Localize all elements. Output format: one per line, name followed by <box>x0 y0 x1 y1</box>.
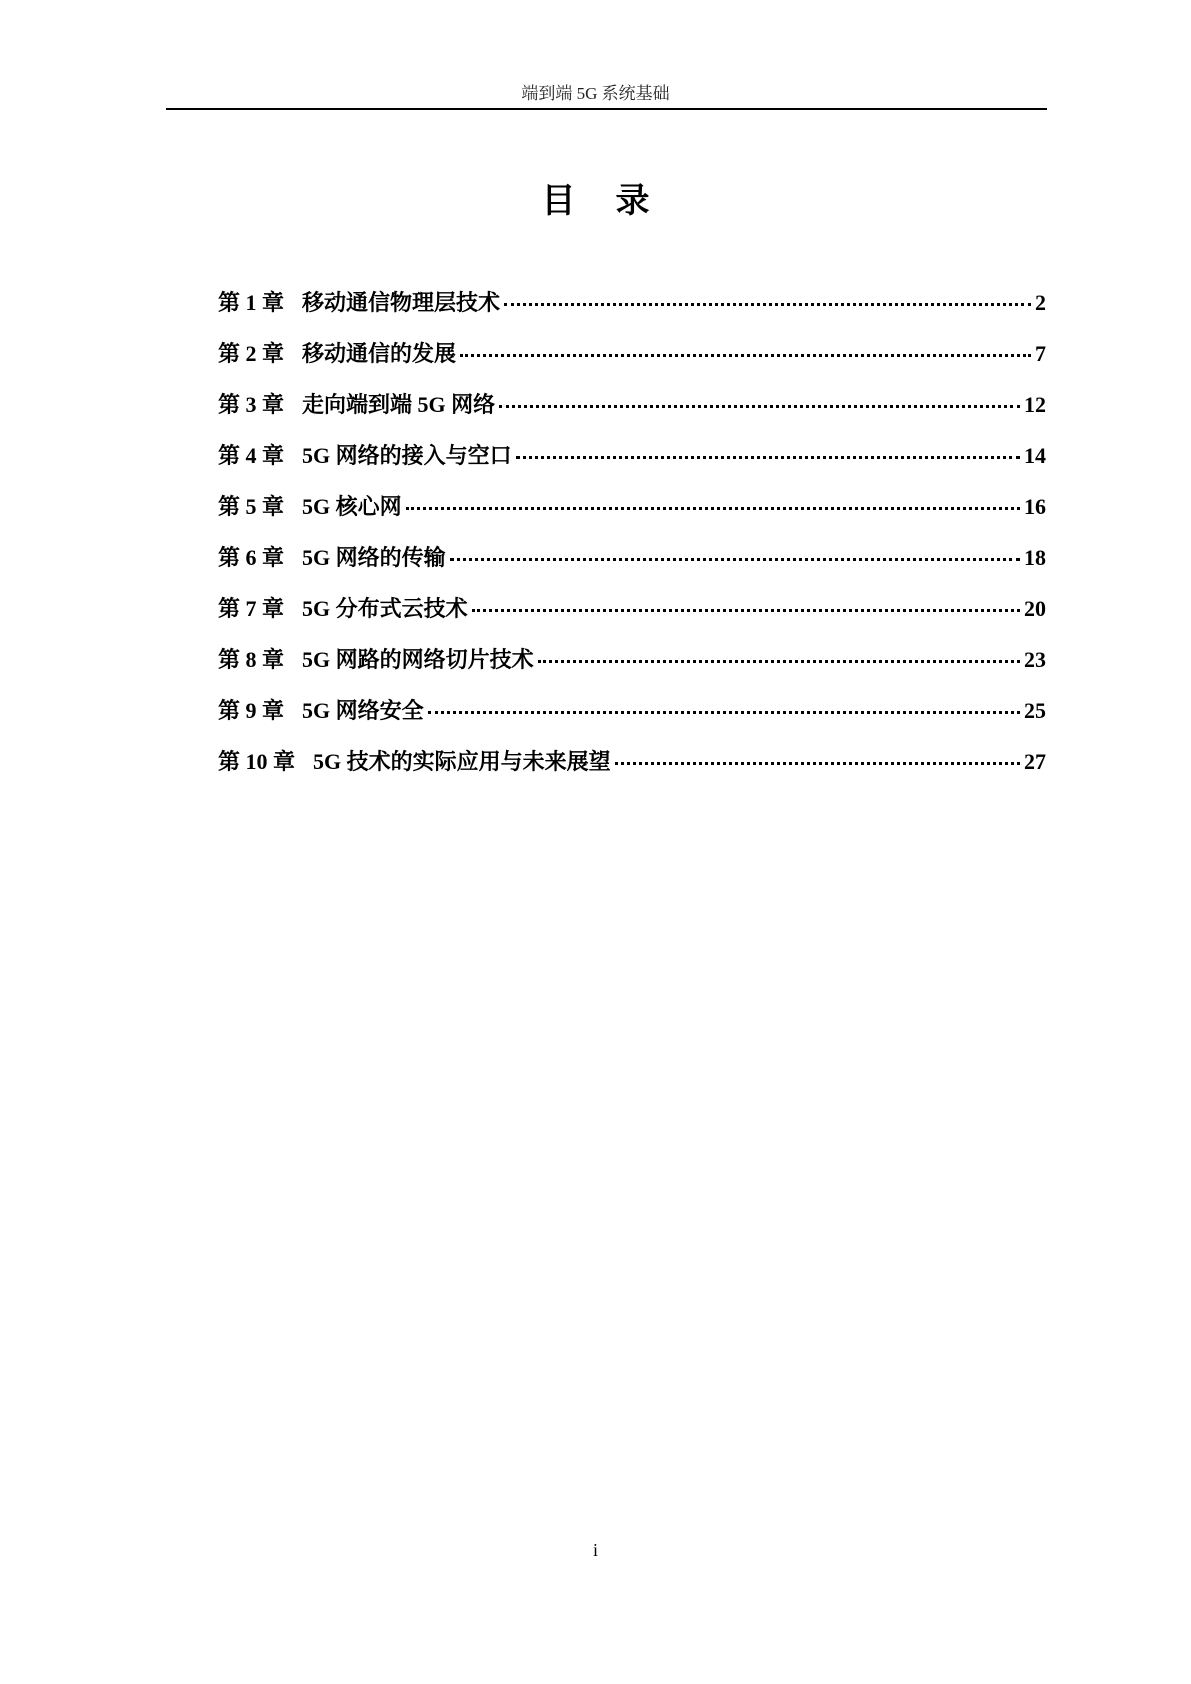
toc-entry[interactable] <box>218 388 1046 439</box>
toc-page-number: 23 <box>1024 647 1046 672</box>
toc-chapter-number: 第 1 章 <box>218 290 285 315</box>
dot-leader <box>460 354 1031 357</box>
toc-entry[interactable] <box>218 643 1046 694</box>
toc-chapter-number: 第 4 章 <box>218 443 285 468</box>
toc-page-number: 18 <box>1024 545 1046 570</box>
toc-chapter-title: 5G 网络安全 <box>302 698 424 723</box>
toc-page-number: 7 <box>1035 341 1046 366</box>
dot-leader <box>450 558 1020 561</box>
toc-entry[interactable] <box>218 286 1046 337</box>
dot-leader <box>615 762 1020 765</box>
toc-chapter-title: 走向端到端 5G 网络 <box>302 392 496 417</box>
toc-chapter-number: 第 9 章 <box>218 698 285 723</box>
toc-entry[interactable] <box>218 541 1046 592</box>
page-number: i <box>592 1540 598 1560</box>
dot-leader <box>516 456 1020 459</box>
dot-leader <box>504 303 1031 306</box>
toc-entry[interactable] <box>218 592 1046 643</box>
dot-leader <box>499 405 1020 408</box>
toc-page-number: 16 <box>1024 494 1046 519</box>
toc-entry[interactable] <box>218 439 1046 490</box>
toc-chapter-title: 5G 网路的网络切片技术 <box>302 647 534 672</box>
toc-page-number: 27 <box>1024 749 1046 774</box>
toc-chapter-number: 第 10 章 <box>218 749 296 774</box>
dot-leader <box>428 711 1020 714</box>
dot-leader <box>538 660 1020 663</box>
toc-chapter-title: 5G 网络的接入与空口 <box>302 443 512 468</box>
toc-list <box>218 286 1046 796</box>
toc-chapter-number: 第 2 章 <box>218 341 285 366</box>
toc-chapter-title: 移动通信的发展 <box>302 341 457 366</box>
toc-chapter-number: 第 7 章 <box>218 596 285 621</box>
toc-page-number: 25 <box>1024 698 1046 723</box>
dot-leader <box>472 609 1020 612</box>
header-rule <box>166 108 1047 110</box>
toc-chapter-title: 5G 分布式云技术 <box>302 596 468 621</box>
toc-chapter-title: 5G 技术的实际应用与未来展望 <box>313 749 611 774</box>
toc-entry[interactable] <box>218 694 1046 745</box>
running-header: 端到端 5G 系统基础 <box>521 84 670 103</box>
dot-leader <box>406 507 1020 510</box>
toc-entry[interactable] <box>218 745 1046 796</box>
toc-chapter-number: 第 5 章 <box>218 494 285 519</box>
toc-chapter-number: 第 3 章 <box>218 392 285 417</box>
toc-chapter-number: 第 8 章 <box>218 647 285 672</box>
toc-page-number: 2 <box>1035 290 1046 315</box>
toc-chapter-title: 移动通信物理层技术 <box>302 290 501 315</box>
toc-page-number: 12 <box>1024 392 1046 417</box>
toc-chapter-number: 第 6 章 <box>218 545 285 570</box>
toc-page-number: 20 <box>1024 596 1046 621</box>
toc-title: 目录 <box>541 183 690 220</box>
toc-entry[interactable] <box>218 337 1046 388</box>
toc-chapter-title: 5G 核心网 <box>302 494 402 519</box>
toc-entry[interactable] <box>218 490 1046 541</box>
toc-chapter-title: 5G 网络的传输 <box>302 545 446 570</box>
toc-page-number: 14 <box>1024 443 1046 468</box>
